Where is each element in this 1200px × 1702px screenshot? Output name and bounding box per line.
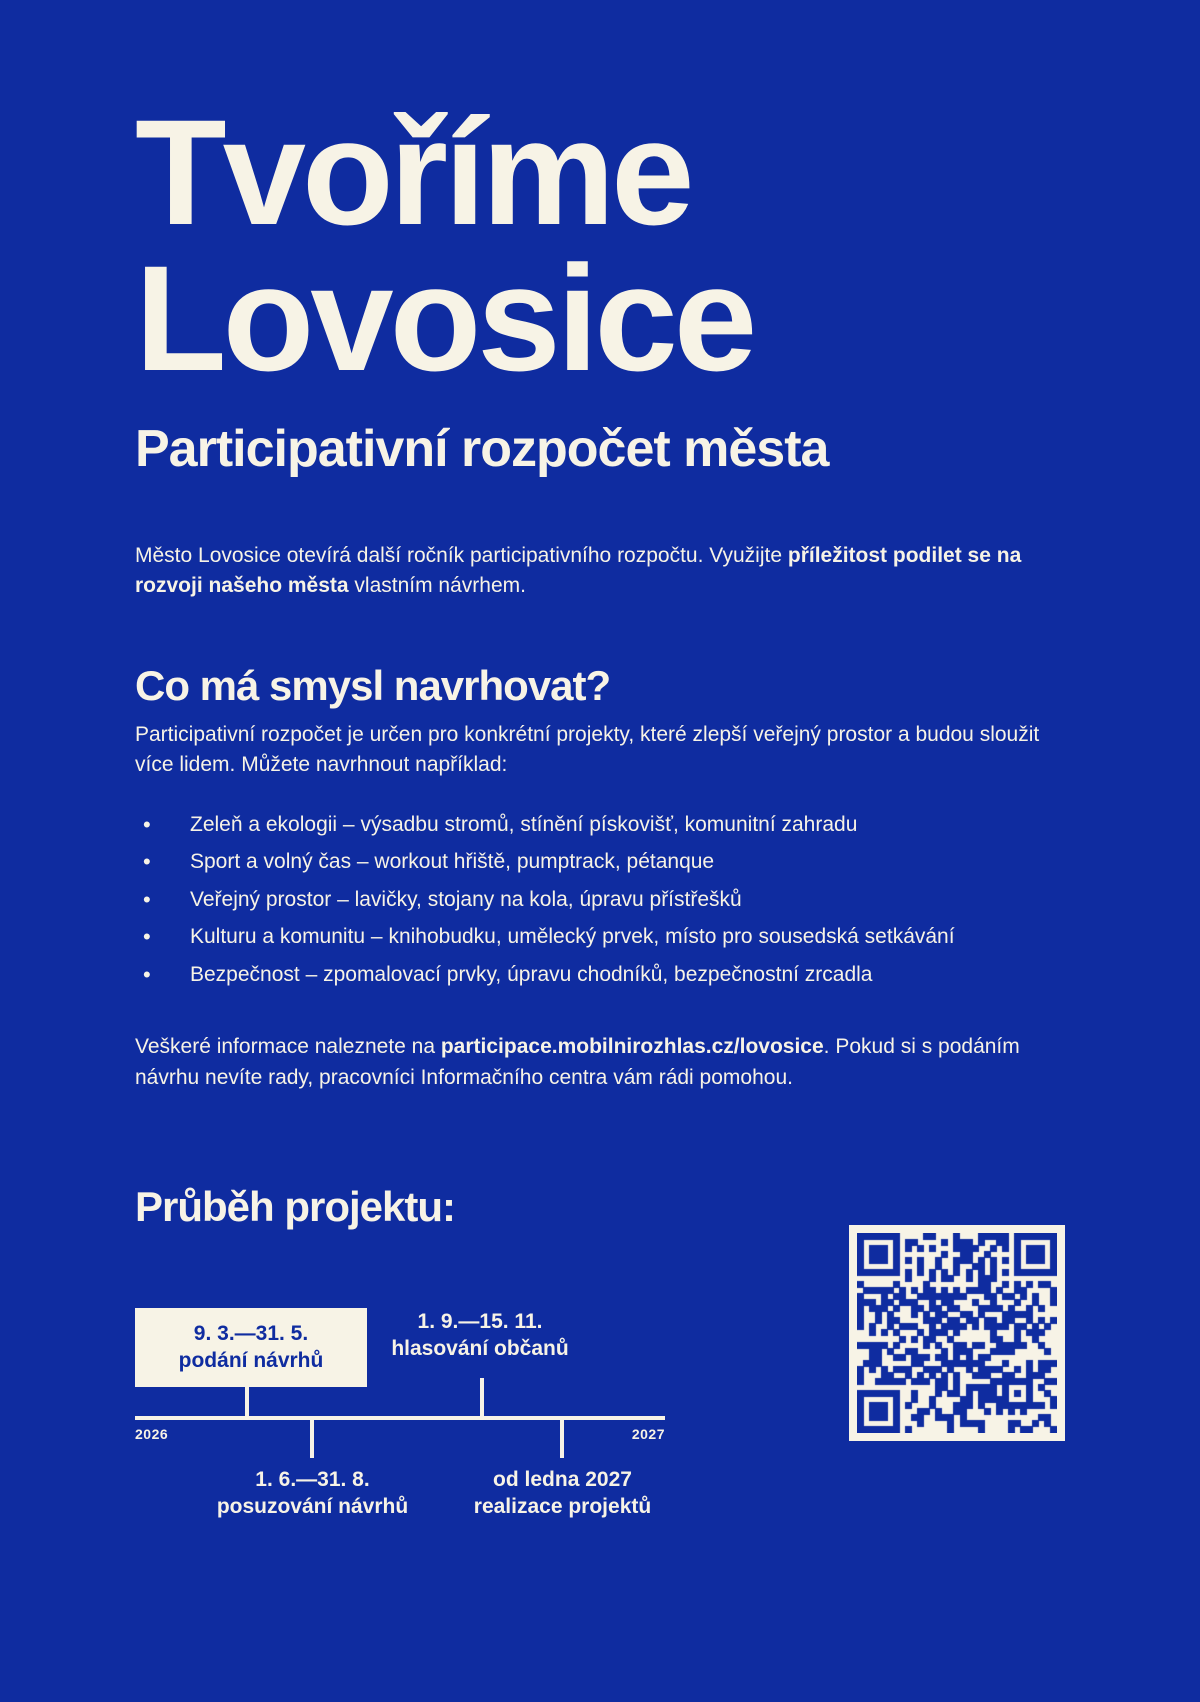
list-item: • Sport a volný čas – workout hřiště, pumptrack, pétanque [135, 846, 1065, 878]
timeline-year-start: 2026 [135, 1426, 169, 1443]
timeline-milestone-3 [190, 1466, 435, 1521]
timeline-tick-1 [245, 1378, 249, 1420]
info-text-1: Veškeré informace naleznete na [135, 1035, 441, 1059]
timeline-title: Průběh projektu: [135, 1183, 456, 1231]
intro-paragraph [135, 541, 1065, 602]
qr-code-canvas [857, 1233, 1057, 1433]
section-paragraph: Participativní rozpočet je určen pro konkrétní projekty, které zlepší veřejný prostor a budou sloužit více lidem. Můžete navrhnout například: [135, 722, 1040, 777]
timeline-milestone-1-label: podání návrhů [178, 1349, 324, 1373]
timeline-milestone-4 [440, 1466, 685, 1521]
qr-code[interactable] [849, 1225, 1065, 1441]
poster-subtitle: Participativní rozpočet města [135, 420, 829, 478]
timeline-axis [135, 1416, 665, 1420]
timeline-milestone-1-date: 9. 3.—31. 5. [193, 1322, 309, 1346]
title-block [135, 88, 1065, 479]
timeline-milestone-3-date: 1. 6.—31. 8. [255, 1468, 370, 1492]
project-timeline [135, 1286, 665, 1536]
timeline-tick-3 [310, 1416, 314, 1458]
timeline-year-end: 2027 [631, 1426, 665, 1443]
participation-url[interactable]: participace.mobilnirozhlas.cz/lovosice [440, 1035, 824, 1059]
timeline-milestone-2-label: hlasování občanů [391, 1337, 569, 1361]
list-item: • Kulturu a komunitu – knihobudku, umělecký prvek, místo pro sousedská setkávání [135, 921, 1065, 953]
timeline-tick-4 [560, 1416, 564, 1458]
poster-title-line-2: Lovosice [135, 233, 754, 402]
timeline-milestone-2 [365, 1308, 595, 1363]
poster-title-line-1: Tvoříme [135, 88, 691, 256]
info-text-2: . Pokud si s podáním návrhu nevíte rady, pracovníci Informačního centra vám rádi pomohou. [135, 1035, 1020, 1089]
list-item: • Bezpečnost – zpomalovací prvky, úpravu chodníků, bezpečnostní zrcadla [135, 959, 1065, 991]
section-title: Co má smysl navrhovat? [135, 661, 611, 709]
timeline-milestone-3-label: posuzování návrhů [216, 1495, 409, 1519]
list-item: • Veřejný prostor – lavičky, stojany na kola, úpravu přístřešků [135, 884, 1065, 916]
intro-text-bold: příležitost podilet se na rozvoji našeho města [135, 544, 1022, 598]
timeline-milestone-4-date: od ledna 2027 [493, 1468, 632, 1492]
intro-text-2: vlastním návrhem. [348, 574, 526, 598]
list-item: • Zeleň a ekologii – výsadbu stromů, stínění pískovišť, komunitní zahradu [135, 809, 1065, 841]
topics-list [135, 809, 1065, 991]
timeline-milestone-1 [135, 1308, 367, 1387]
intro-text-1: Město Lovosice otevírá další ročník participativního rozpočtu. Využijte [135, 544, 788, 567]
timeline-tick-2 [480, 1378, 484, 1420]
info-paragraph [135, 1032, 1065, 1093]
timeline-milestone-4-label: realizace projektů [473, 1495, 652, 1519]
timeline-milestone-2-date: 1. 9.—15. 11. [417, 1310, 543, 1334]
